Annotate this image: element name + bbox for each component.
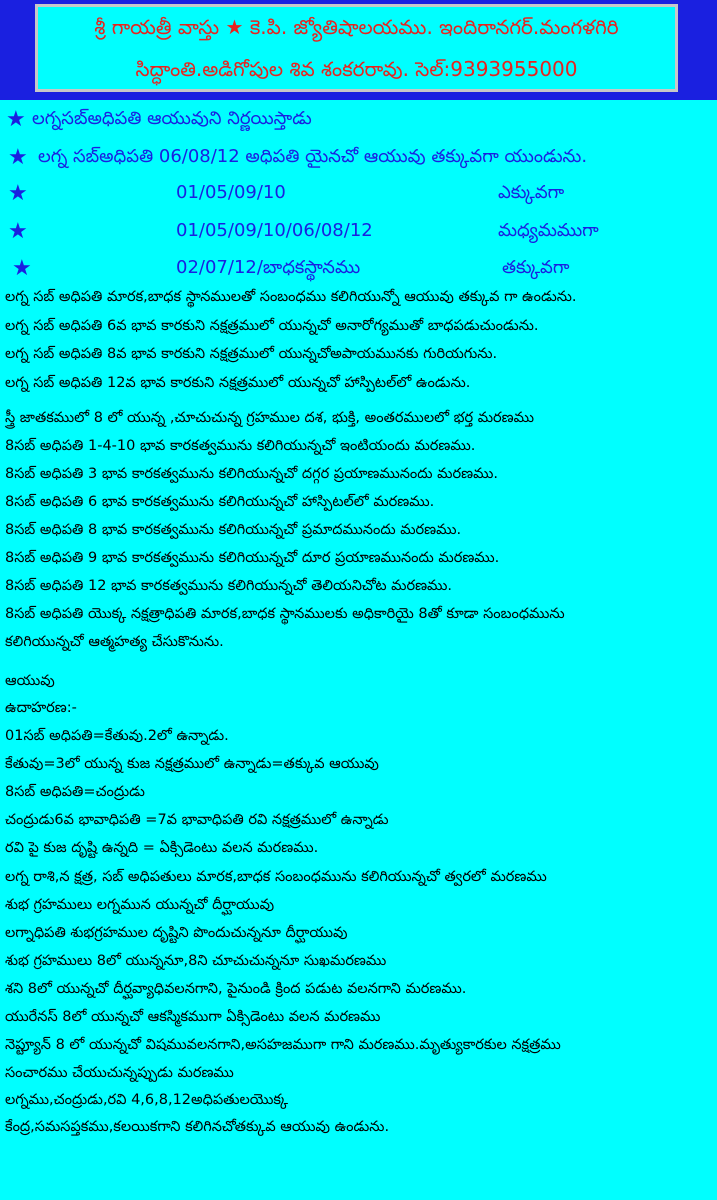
header-box (35, 4, 678, 92)
table-houses: 02/07/12/బాధకస్థానము (176, 257, 361, 278)
blue-star-icon: ★ (12, 256, 32, 281)
body-line: లగ్న సబ్ అధిపతి మారక,బాధక స్థానములతో సంబంధము కలిగియున్నో ఆయువు తక్కువ గా ఉండును. (5, 289, 577, 305)
table-result: తక్కువగా (502, 257, 570, 278)
body-line: 8సబ్ అధిపతి 1-4-10 భావ కారకత్వమును కలిగియున్నచో ఇంటియందు మరణము. (5, 438, 476, 454)
table-result: ఎక్కువగా (498, 182, 565, 203)
table-row (0, 255, 717, 287)
body-line: కేతువు=3లో యున్న కుజ నక్షత్రములో ఉన్నాడు=తక్కువ ఆయువు (5, 756, 379, 772)
body-line: శుభ గ్రహములు లగ్నమున యున్నచో దీర్ఘాయువు (5, 897, 275, 913)
table-result: మధ్యమముగా (498, 220, 599, 241)
body-line: సంచారము చేయుచున్నప్పుడు మరణము (5, 1065, 234, 1081)
blue-star-icon: ★ (8, 145, 28, 170)
body-line: నెప్ట్యూన్ 8 లో యున్నచో విషమువలనగాని,అసహజముగా గాని మరణము.మృత్యుకారకుల నక్షత్రము (5, 1037, 561, 1053)
blue-star-icon: ★ (8, 219, 28, 244)
body-line: ఆయువు (5, 673, 55, 689)
body-line: 8సబ్ అధిపతి=చంద్రుడు (5, 784, 145, 800)
body-line: 01సబ్ అధిపతి=కేతువు.2లో ఉన్నాడు. (5, 728, 229, 744)
intro-row-2 (0, 144, 717, 176)
intro-line-1: లగ్నసబ్అధిపతి ఆయువుని నిర్ణయిస్తాడు (32, 108, 312, 129)
body-line: 8సబ్ అధిపతి 8 భావ కారకత్వమును కలిగియున్నచో ప్రమాదమునందు మరణము. (5, 522, 462, 538)
body-line: లగ్న రాశి,న క్షత్ర, సబ్ అధిపతులు మారక,బాధక సంబంధమును కలిగియున్నచో త్వరలో మరణము (5, 869, 547, 885)
header-line-2: సిద్ధాంతి.అడిగోపుల శివ శంకరరావు. సెల్:9393955000 (135, 57, 578, 81)
blue-star-icon: ★ (8, 181, 28, 206)
body-line: లగ్న సబ్ అధిపతి 8వ భావ కారకుని నక్షత్రములో యున్నచోఅపాయమునకు గురియగును. (5, 346, 498, 362)
table-houses: 01/05/09/10 (176, 182, 286, 203)
body-line: 8సబ్ అధిపతి 3 భావ కారకత్వమును కలిగియున్నచో దగ్గర ప్రయాణమునందు మరణము. (5, 466, 499, 482)
body-line: శుభ గ్రహములు 8లో యున్ననూ,8ని చూచుచున్ననూ సుఖమరణము (5, 953, 387, 969)
body-line: లగ్న సబ్ అధిపతి 12వ భావ కారకుని నక్షత్రములో యున్నచో హాస్పిటల్‌లో ఉండును. (5, 375, 471, 391)
header-title-left: శ్రీ గాయత్రీ వాస్తు (94, 15, 220, 39)
body-line: చంద్రుడు6వ భావాధిపతి =7వ భావాధిపతి రవి నక్షత్రములో ఉన్నాడు (5, 812, 389, 828)
body-line: 8సబ్ అధిపతి 9 భావ కారకత్వమును కలిగియున్నచో దూర ప్రయాణమునందు మరణము. (5, 550, 500, 566)
body-line: శని 8లో యున్నచో దీర్ఘవ్యాధివలనగాని, పైనుండి క్రింద పడుట వలనగాని మరణము. (5, 981, 467, 997)
header-line-1 (38, 15, 675, 44)
blue-star-icon: ★ (6, 107, 26, 132)
body-line: లగ్న సబ్ అధిపతి 6వ భావ కారకుని నక్షత్రములో యున్నచో అనారోగ్యముతో బాధపడుచుండును. (5, 318, 539, 334)
body-line: 8సబ్ అధిపతి 6 భావ కారకత్వమును కలిగియున్నచో హాస్పిటల్‌లో మరణము. (5, 494, 435, 510)
body-line: 8సబ్ అధిపతి యొక్క నక్షత్రాధిపతి మారక,బాధక స్థానములకు అధికారియై 8తో కూడా సంబంధమును (5, 606, 565, 622)
header-title-right: కె.పి. జ్యోతిషాలయము. ఇందిరానగర్.మంగళగిరి (249, 15, 619, 39)
body-line: యురేనస్ 8లో యున్నచో ఆకస్మికముగా ఏక్సిడెంటు వలన మరణము (5, 1009, 381, 1025)
body-line: స్త్రీ జాతకములో 8 లో యున్న ,చూచుచున్న గ్రహముల దశ, భుక్తి, అంతరములలో భర్త మరణము (5, 410, 534, 426)
body-line: 8సబ్ అధిపతి 12 భావ కారకత్వమును కలిగియున్నచో తెలియనిచోట మరణము. (5, 578, 453, 594)
body-line: లగ్నాధిపతి శుభగ్రహముల దృష్టిని పొందుచున్ననూ దీర్ఘాయువు (5, 925, 348, 941)
body-line: లగ్నము,చంద్రుడు,రవి 4,6,8,12అధిపతులయొక్క (5, 1092, 288, 1108)
red-star-icon: ★ (225, 15, 244, 39)
table-row (0, 218, 717, 250)
intro-line-2: లగ్న సబ్అధిపతి 06/08/12 అధిపతి యైనచో ఆయువు తక్కువగా యుండును. (38, 146, 588, 167)
body-line: కలిగియున్నచో ఆత్మహత్య చేసుకొనును. (5, 634, 224, 650)
table-houses: 01/05/09/10/06/08/12 (176, 220, 373, 241)
header-banner (0, 0, 717, 100)
intro-row-1 (0, 106, 717, 138)
body-line: రవి పై కుజ దృష్టి ఉన్నది = ఏక్సిడెంటు వలన మరణము. (5, 840, 319, 856)
body-line: ఉదాహరణ:- (5, 700, 77, 716)
body-line: కేంద్ర,సమసప్తకము,కలయికగాని కలిగినచోతక్కువ ఆయువు ఉండును. (5, 1119, 390, 1135)
table-row (0, 180, 717, 212)
